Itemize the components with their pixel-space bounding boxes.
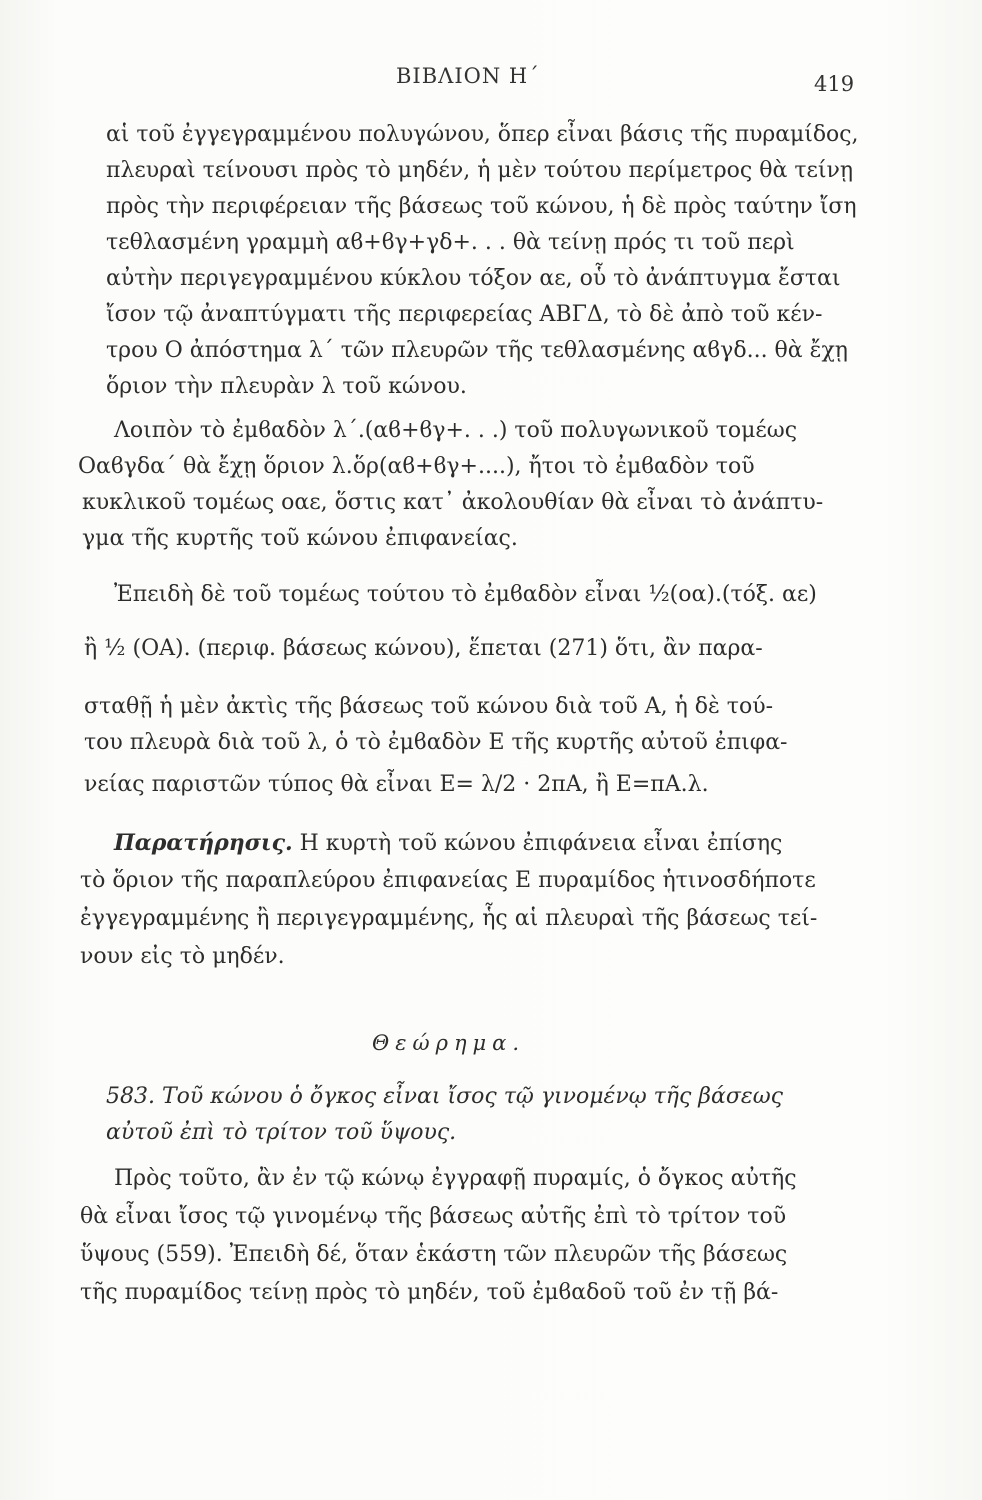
running-head <box>0 60 982 94</box>
text-line: ὅριον τὴν πλευρὰν λ τοῦ κώνου. <box>106 374 467 399</box>
theorem-statement: αὐτοῦ ἐπὶ τὸ τρίτον τοῦ ὕψους. <box>106 1120 457 1145</box>
text-line: Οαϐγδα΄ θὰ ἔχῃ ὅριον λ.ὅρ(αϐ+ϐγ+....), ἤτοι τὸ ἐμϐαδὸν τοῦ <box>78 454 755 479</box>
text-line: αἱ τοῦ ἐγγεγραμμένου πολυγώνου, ὅπερ εἶναι βάσις τῆς πυραμίδος, <box>106 122 859 147</box>
running-title: ΒΙΒΛΙΟΝ Η΄ <box>396 64 540 88</box>
text-line: θὰ εἶναι ἴσος τῷ γινομένῳ τῆς βάσεως αὐτῆς ἐπὶ τὸ τρίτον τοῦ <box>80 1204 787 1229</box>
remark-line <box>114 828 782 859</box>
text-line: Λοιπὸν τὸ ἐμϐαδὸν λ΄.(αϐ+ϐγ+. . .) τοῦ πολυγωνικοῦ τομέως <box>114 418 798 443</box>
text-line: ἢ ½ (ΟΑ). (περιφ. βάσεως κώνου), ἕπεται (271) ὅτι, ἂν παρα- <box>84 636 763 661</box>
remark-label: Παρατήρησις. <box>114 830 293 856</box>
theorem-statement: 583. Τοῦ κώνου ὁ ὄγκος εἶναι ἴσος τῷ γινομένῳ τῆς βάσεως <box>106 1084 783 1109</box>
text-line: κυκλικοῦ τομέως οαε, ὅστις κατ᾽ ἀκολουθίαν θὰ εἶναι τὸ ἀνάπτυ- <box>82 490 824 515</box>
text-line: τεθλασμένη γραμμὴ αϐ+ϐγ+γδ+. . . θὰ τείνῃ πρός τι τοῦ περὶ <box>106 230 795 255</box>
text-line: του πλευρὰ διὰ τοῦ λ, ὁ τὸ ἐμϐαδὸν Ε τῆς κυρτῆς αὐτοῦ ἐπιφα- <box>84 730 788 755</box>
text-line: ἴσον τῷ ἀναπτύγματι τῆς περιφερείας ΑΒΓΔ, τὸ δὲ ἀπὸ τοῦ κέν- <box>106 302 823 327</box>
text-line: τρου Ο ἀπόστημα λ΄ τῶν πλευρῶν τῆς τεθλασμένης αϐγδ... θὰ ἔχῃ <box>106 338 848 363</box>
text-line: γμα τῆς κυρτῆς τοῦ κώνου ἐπιφανείας. <box>82 526 518 551</box>
text-line: τῆς πυραμίδος τείνῃ πρὸς τὸ μηδέν, τοῦ ἐμϐαδοῦ τοῦ ἐν τῇ βά- <box>80 1280 779 1305</box>
text-line: νείας παριστῶν τύπος θὰ εἶναι Ε= λ/2 · 2πΑ, ἢ Ε=πΑ.λ. <box>84 772 709 797</box>
page-number: 419 <box>814 72 855 96</box>
remark-text: Η κυρτὴ τοῦ κώνου ἐπιφάνεια εἶναι ἐπίσης <box>299 831 783 856</box>
text-line: τὸ ὅριον τῆς παραπλεύρου ἐπιφανείας Ε πυραμίδος ἡτινοσδήποτε <box>80 868 816 893</box>
text-line: ὕψους (559). Ἐπειδὴ δέ, ὅταν ἑκάστη τῶν πλευρῶν τῆς βάσεως <box>80 1242 788 1267</box>
text-line: Ἐπειδὴ δὲ τοῦ τομέως τούτου τὸ ἐμϐαδὸν εἶναι ½(οα).(τόξ. αε) <box>114 582 817 607</box>
text-line: ἐγγεγραμμένης ἢ περιγεγραμμένης, ἧς αἱ πλευραὶ τῆς βάσεως τεί- <box>80 906 818 931</box>
text-line: πρὸς τὴν περιφέρειαν τῆς βάσεως τοῦ κώνου, ἡ δὲ πρὸς ταύτην ἴση <box>106 194 857 219</box>
text-line: Πρὸς τοῦτο, ἂν ἐν τῷ κώνῳ ἐγγραφῇ πυραμίς, ὁ ὄγκος αὐτῆς <box>114 1166 797 1191</box>
text-line: νουν εἰς τὸ μηδέν. <box>80 944 285 969</box>
theorem-heading: Θεώρημα. <box>372 1031 526 1055</box>
text-line: αὐτὴν περιγεγραμμένου κύκλου τόξον αε, οὗ τὸ ἀνάπτυγμα ἔσται <box>106 266 841 291</box>
text-line: πλευραὶ τείνουσι πρὸς τὸ μηδέν, ἡ μὲν τούτου περίμετρος θὰ τείνῃ <box>106 158 854 183</box>
text-line: σταθῇ ἡ μὲν ἀκτὶς τῆς βάσεως τοῦ κώνου διὰ τοῦ Α, ἡ δὲ τού- <box>84 694 774 719</box>
